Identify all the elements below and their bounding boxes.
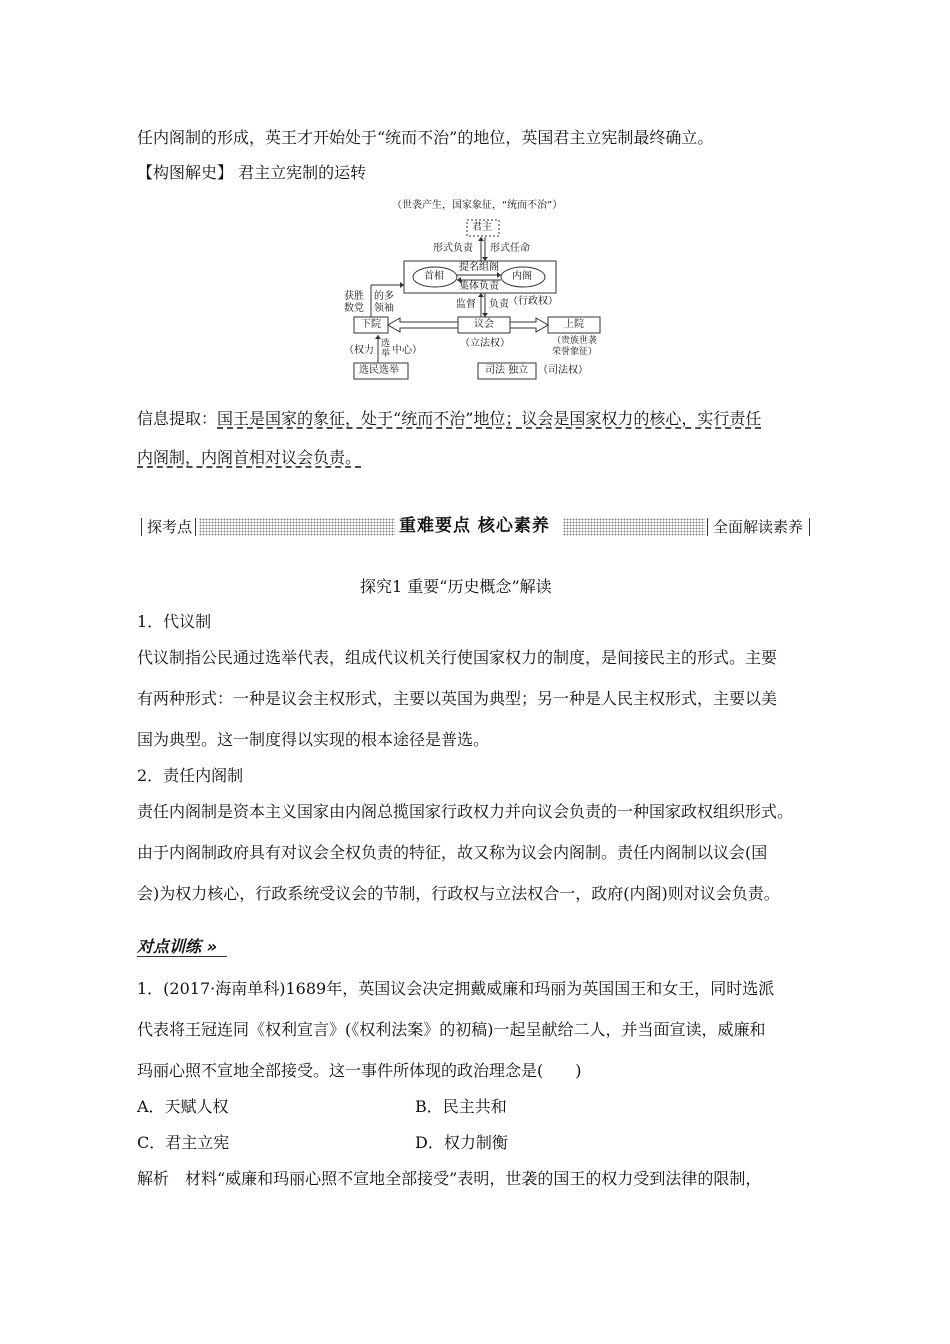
figure-heading: 【构图解史】 君主立宪制的运转 [137,163,367,182]
info-line-1 [137,409,761,429]
option-a[interactable]: A．天赋人权 [137,1097,229,1116]
banner-dots-left [199,518,399,536]
banner-right: 全面解读素养 [713,518,804,536]
pm-label: 首相 [424,271,444,282]
legislative-label: （立法权） [460,338,510,349]
judiciary-label: 司法 独立 [485,365,529,376]
banner-left: 探考点 [147,518,193,536]
nobles-label: （贵族世袭 荣誉象征） [552,336,598,357]
info-label: 信息提取： [137,409,218,428]
constitutional-monarchy-diagram [340,195,620,385]
item1-title: 1．代议制 [137,612,212,631]
item1-line-3: 国为典型。这一制度得以实现的根本途径是普选。 [137,730,490,749]
banner-sep-right [809,518,810,536]
upper-house-label: 上院 [564,319,584,330]
item2-line-3: 会)为权力核心，行政系统受议会的节制，行政权与立法权合一，政府(内阁)则对议会负责。 [137,884,780,903]
banner-sep-3 [707,518,708,536]
banner-dots-right [563,518,705,536]
exec-power-label: （行政权） [508,296,558,307]
parliament-label: 议会 [474,319,494,330]
item1-line-1: 代议制指公民通过选举代表，组成代议机关行使国家权力的制度，是间接民主的形式。主要 [137,648,778,667]
option-c[interactable]: C．君主立宪 [137,1133,230,1152]
voters-label: 选民选举 [359,365,399,376]
center-label: 中心） [392,345,422,356]
leader-label: 的多 领袖 [374,291,394,314]
elect-label: 选 举 [381,339,391,359]
item2-title: 2．责任内阁制 [137,766,244,785]
banner-sep-2 [195,518,196,536]
item2-line-2: 由于内阁制政府具有对议会全权负责的特征，故又称为议会内阁制。责任内阁制以议会(国 [137,843,768,862]
option-d[interactable]: D．权力制衡 [415,1133,508,1152]
question-line-3: 玛丽心照不宣地全部接受。这一事件所体现的政治理念是( ) [137,1061,582,1080]
formal-appoint-label: 形式任命 [490,243,530,254]
power-left-label: （权力 [344,345,374,356]
question-line-1: 1．(2017·海南单科)1689年，英国议会决定拥戴威廉和玛丽为英国国王和女王，同时选派 [137,979,775,998]
training-label: 对点训练 » [137,937,217,956]
analysis-line: 解析 材料“威廉和玛丽心照不宣地全部接受”表明，世袭的国王的权力受到法律的限制， [137,1169,762,1188]
section-title: 探究1 重要“历史概念”解读 [360,577,552,596]
item1-line-2: 有两种形式：一种是议会主权形式，主要以英国为典型；另一种是人民主权形式，主要以美 [137,689,778,708]
cabinet-label: 内阁 [512,271,532,282]
nominate-label: 提名组阁 [459,262,499,273]
formal-resp-label: 形式负责 [433,243,473,254]
intro-line: 任内阁制的形成，英王才开始处于“统而不治”的地位，英国君主立宪制最终确立。 [137,128,714,147]
banner-center: 重难要点 核心素养 [395,516,554,536]
judicial-power-label: （司法权） [538,365,588,376]
collective-label: 集体负责 [459,281,499,292]
diagram-top-note: （世袭产生，国家象征，“统而不治”） [392,200,563,211]
monarch-label: 君主 [472,222,492,233]
question-line-2: 代表将王冠连同《权利宣言》(《权利法案》的初稿)一起呈献给二人，并当面宣读，威廉和 [137,1020,766,1039]
info-text-2: 内阁制，内阁首相对议会负责。 [137,448,362,467]
section-banner [137,512,813,542]
responsible-label: 负责 [489,299,509,310]
info-text-1: 国王是国家的象征，处于“统而不治”地位；议会是国家权力的核心，实行责任 [217,409,762,428]
option-b[interactable]: B．民主共和 [415,1097,507,1116]
training-underline [137,956,227,957]
win-party-label: 获胜 数党 [344,291,364,314]
item2-line-1: 责任内阁制是资本主义国家由内阁总揽国家行政权力并向议会负责的一种国家政权组织形式。 [137,802,794,821]
supervise-label: 监督 [456,299,476,310]
info-line-2 [137,448,361,468]
banner-sep-left [141,518,142,536]
lower-house-label: 下院 [361,319,381,330]
